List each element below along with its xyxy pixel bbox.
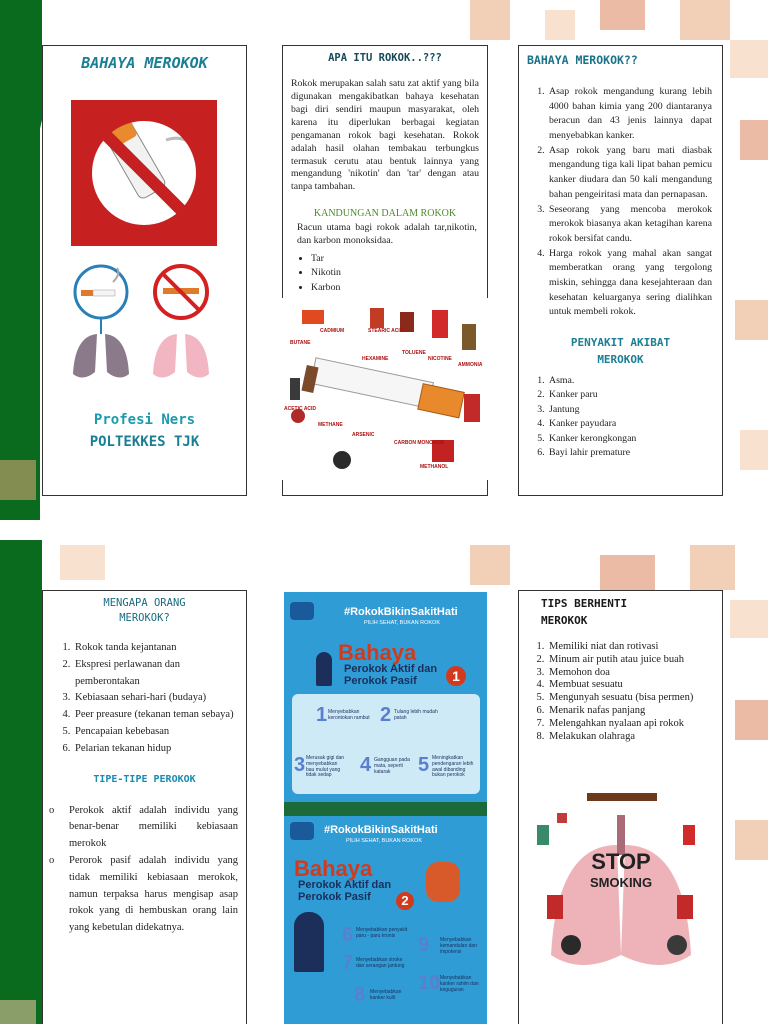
person-icon [426, 862, 460, 902]
poster-caption: Merusak gigi dan menyebabkan bau mulut yang tidak sedap [306, 755, 345, 779]
poster-caption: Tulang lebih mudah patah [394, 709, 438, 721]
poster-caption: Menyebabkan kanker rahim dan keguguran [440, 975, 479, 993]
poster-tagline: PILIH SEHAT, BUKAN ROKOK [364, 620, 441, 626]
type-text: Perokok aktif adalah individu yang benar-benar memiliki kebiasaan merokok [69, 804, 238, 850]
poster-badge: 1 [446, 666, 466, 686]
diseases-title-line1: PENYAKIT AKIBAT [570, 336, 671, 349]
poster-tagline: PILIH SEHAT, BUKAN ROKOK [346, 838, 423, 844]
danger-item: 3. Seseorang yang mencoba merokok merokok biasanya akan ketagihan karena rokok bersifat candu. [547, 203, 712, 247]
tip-item: 3. Memohon doa [547, 667, 716, 680]
why-title-line1: MENGAPA ORANG [103, 597, 186, 609]
chem-label: CADMIUM [320, 328, 345, 334]
tip-item: 8. Melakukan olahraga [547, 731, 716, 744]
dangers-title: BAHAYA MEROKOK?? [527, 53, 638, 67]
chem-label: HEXAMINE [362, 356, 389, 362]
disease-item: 3. Jantung [547, 403, 722, 417]
chem-label: ARSENIC [352, 432, 375, 438]
tips-list [525, 641, 716, 743]
cover-panel [42, 45, 247, 496]
danger-item: 2. Asap rokok yang baru mati diasbak mengandung tiga kali lipat bahan pemicu kanker diudara dan 50 kali mengandung bahan pengeiritasi mata dan pernapasan. [547, 144, 712, 203]
disease-item: 6. Bayi lahir premature [547, 446, 722, 460]
chem-label: TOLUENE [402, 350, 426, 356]
type-text: Perorok pasif adalah individu yang tidak memiliki kebiasaan merokok, namun terpaksa harus mengisap asap rokok yang di hembuskan orang lain yang kebetulan didekatnya. [69, 854, 238, 934]
poster-caption: Meningkatkan pendengaran lebih awal dibanding bukan perokok [432, 755, 474, 779]
danger-item: 1. Asap rokok mengandung kurang lebih 4000 bahan kimia yang 200 diantaranya beracun dan 43 jenis lainnya dapat menyebabkan kanker. [547, 85, 712, 144]
tip-item: 6. Menarik nafas panjang [547, 705, 716, 718]
chem-label: METHANOL [420, 464, 449, 470]
diseases-title-line2: MEROKOK [597, 353, 644, 366]
quit-tips-panel [518, 590, 723, 1024]
poster-2 [284, 816, 487, 1024]
tip-item: 7. Melengahkan nyalaan api rokok [547, 718, 716, 731]
what-is-paragraph: Rokok merupakan salah satu zat aktif yang bila digunakan mengakibatkan bahaya kesehatan bagi diri sendiri maupun masyarakat, oleh karena itu diperlukan berbagai kegiatan pengamanan rokok bagi kesehatan. Rokok adalah hasil olahan tembakau terbungkus termasuk cerutu atau bentuk lainnya yang mengandung 'nikotin' dan 'tar' dengan atau tanpa tambahan. [291, 78, 479, 193]
contents-subtitle: KANDUNGAN DALAM ROKOK [313, 208, 457, 220]
types-list [49, 803, 238, 937]
bullet-o: o [49, 854, 55, 866]
types-title: TIPE-TIPE PEROKOK [93, 773, 196, 785]
author-line2: POLTEKKES TJK [89, 434, 200, 450]
poster-headline-sub: Perokok Aktif dan Perokok Pasif [344, 663, 438, 687]
poster-headline: Bahaya [338, 640, 417, 665]
poster-number: 4 [360, 754, 372, 776]
reason-item: 1. Rokok tanda kejantanan [73, 640, 238, 657]
disease-item: 2. Kanker paru [547, 388, 722, 402]
poster-number: 7 [342, 952, 354, 974]
poster-badge: 2 [396, 892, 414, 910]
contents-bullets [311, 252, 487, 295]
poster-number: 10 [418, 972, 441, 994]
chem-label: ACETIC ACID [284, 406, 317, 412]
poster-caption: Menyebabkan penyakit paru - paru kronis [356, 927, 408, 939]
stop-smoking-illustration [527, 785, 715, 991]
person-icon [294, 912, 324, 972]
poster-hashtag: #RokokBikinSakitHati [344, 606, 458, 618]
stop-text: STOP [591, 849, 651, 874]
bullet-o: o [49, 804, 55, 816]
dangers-panel [518, 45, 723, 496]
disease-item: 1. Asma. [547, 374, 722, 388]
bullet-item: • Nikotin [311, 266, 487, 280]
poster-hashtag: #RokokBikinSakitHati [324, 824, 438, 836]
chem-label: METHANE [318, 422, 343, 428]
disease-item: 4. Kanker payudara [547, 417, 722, 431]
poster-caption: Gangguan pada mata, seperti katarak [374, 757, 410, 775]
poster-number: 9 [418, 934, 430, 956]
cigarette-icon [282, 298, 490, 480]
why-title-line2: MEROKOK? [119, 612, 170, 624]
why-smoke-panel [42, 590, 247, 1024]
poster-caption: Menyebabkan kerontokan rambut [328, 709, 370, 721]
poster-1 [284, 592, 487, 816]
tip-item: 4. Membuat sesuatu [547, 679, 716, 692]
reason-item: 5. Pencapaian kebebasan [73, 724, 238, 741]
tips-title-line2: MEROKOK [541, 614, 588, 627]
reason-item: 6. Pelarian tekanan hidup [73, 741, 238, 758]
poster-caption: Menyebabkan stroke dan serangan jantung [356, 957, 405, 969]
tip-item: 1. Memiliki niat dan rotivasi [547, 641, 716, 654]
no-smoking-sign-icon [71, 100, 217, 246]
smoking-text: SMOKING [589, 875, 653, 890]
poster-number: 8 [354, 984, 366, 1006]
tips-title-line1: TIPS BERHENTI [541, 597, 628, 610]
cover-title: BAHAYA MEROKOK [81, 54, 208, 72]
chem-label: NICOTINE [428, 356, 452, 362]
dangers-list [525, 85, 712, 320]
poster-logo-icon [290, 822, 314, 840]
reason-item: 4. Peer preasure (tekanan teman sebaya) [73, 707, 238, 724]
chem-label: AMMONIA [458, 362, 483, 368]
poster-number: 5 [418, 754, 430, 776]
contents-paragraph: Racun utama bagi rokok adalah tar,nikotin, dan karbon monoksidaa. [297, 222, 477, 247]
disease-item: 5. Kanker kerongkongan [547, 432, 722, 446]
reason-item: 3. Kebiasaan sehari-hari (budaya) [73, 690, 238, 707]
chem-label: CARBON MONOXIDE [394, 440, 445, 446]
poster-number: 6 [342, 924, 354, 946]
what-is-title: APA ITU ROKOK..??? [328, 52, 442, 64]
poster-number: 2 [380, 704, 392, 726]
cigarette-chemicals-diagram [282, 298, 490, 480]
chem-label: STEARIC ACID [368, 328, 404, 334]
person-icon [316, 652, 332, 686]
reason-item: 2. Ekspresi perlawanan dan pemberontakan [73, 657, 238, 691]
poster-caption: Menyebabkan kanker kulit [370, 989, 402, 1001]
diseases-list [525, 374, 722, 461]
bullet-item: • Karbon [311, 281, 487, 295]
tip-item: 2. Minum air putih atau juice buah [547, 654, 716, 667]
bullet-item: • Tar [311, 252, 487, 266]
poster-caption: Menyebabkan kemandulan dan impotensi [440, 937, 477, 955]
reasons-list [51, 640, 238, 758]
chem-label: BUTANE [290, 340, 311, 346]
poster-headline-sub: Perokok Aktif dan Perokok Pasif [298, 879, 392, 903]
poster-headline: Bahaya [294, 856, 373, 881]
tip-item: 5. Mengunyah sesuatu (bisa permen) [547, 692, 716, 705]
danger-item: 4. Harga rokok yang mahal akan sangat memberatkan orang yang tergolong miskin, sehingga dana kesejahteraan dan kesehatan keluarganya sering dialihkan untuk membeli rokok. [547, 247, 712, 320]
author-line1: Profesi Ners [93, 412, 196, 428]
poster-number: 1 [316, 704, 328, 726]
poster-footer [284, 802, 487, 816]
type-item [49, 803, 238, 853]
healthy-vs-smoker-lungs-icon [53, 262, 238, 392]
poster-number: 3 [294, 754, 306, 776]
poster-logo-icon [290, 602, 314, 620]
type-item [49, 853, 238, 937]
